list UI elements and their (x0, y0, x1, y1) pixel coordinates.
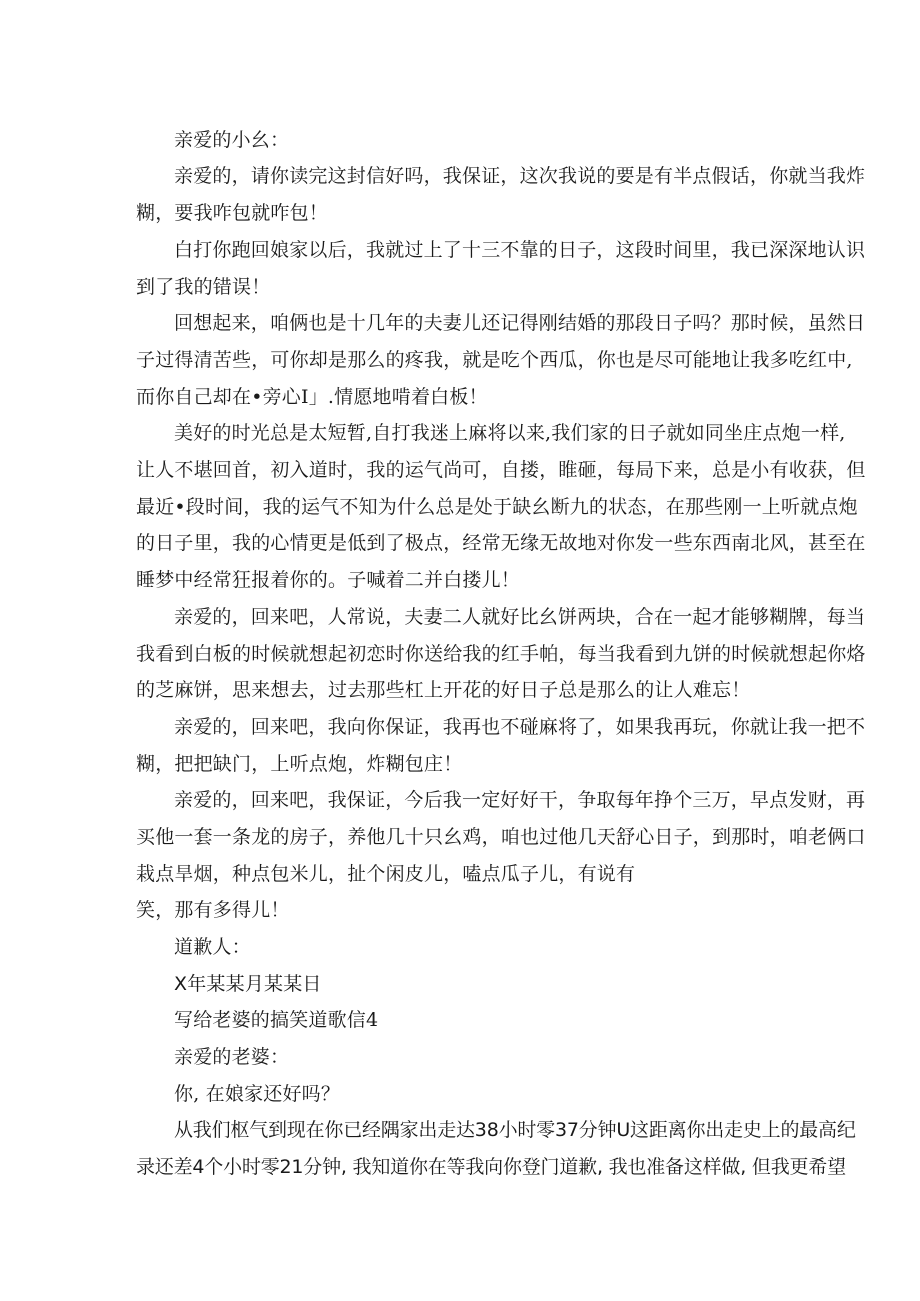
paragraph-line: 到了我的错误！ (136, 276, 271, 298)
paragraph-line: 亲爱的，回来吧，我保证，今后我一定好好干，争取每年挣个三万，早点发财，再 (174, 789, 866, 811)
paragraph-line: 回想起来，咱俩也是十几年的夫妻儿还记得刚结婚的那段日子吗？那时候，虽然日 (174, 312, 866, 334)
paragraph-line: 睡梦中经常狂报着你的。子喊着二并白搂儿！ (136, 569, 521, 591)
paragraph-line: 让人不堪回首，初入道时，我的运气尚可，自搂，睢砸，每局下来，总是小有收获，但 (136, 459, 866, 481)
paragraph-line: 亲爱的，请你读完这封信好吗，我保证，这次我说的要是有半点假话，你就当我炸 (174, 165, 866, 187)
letter-salutation: 亲爱的小幺： (174, 129, 290, 151)
letter-salutation: 亲爱的老婆： (174, 1046, 290, 1068)
paragraph-line: 糊，要我咋包就咋包！ (136, 202, 329, 224)
paragraph-line: 而你自己却在•旁心Ⅰ」.情愿地啃着白板！ (136, 386, 488, 408)
paragraph-line: 栽点旱烟，种点包米儿，扯个闲皮儿，嗑点瓜子儿，有说有 (136, 863, 636, 885)
letter-signature-label: 道歉人： (174, 936, 251, 958)
paragraph-line: 糊，把把缺门，上听点炮，炸糊包庄！ (136, 753, 463, 775)
letter-date: X年某某月某某日 (174, 973, 322, 995)
paragraph-line: 的芝麻饼，思来想去，过去那些杠上开花的好日子总是那么的让人难忘！ (136, 679, 751, 701)
paragraph-line: 子过得清苦些，可你却是那么的疼我，就是吃个西瓜，你也是尽可能地让我多吃红中, (136, 349, 853, 371)
paragraph-line: 白打你跑回娘家以后，我就过上了十三不靠的日子，这段时间里，我已深深地认识 (174, 239, 866, 261)
paragraph-line: 你, 在娘家还好吗？ (174, 1083, 341, 1105)
section-heading: 写给老婆的搞笑道歌信4 (174, 1009, 379, 1031)
paragraph-line: 笑，那有多得儿！ (136, 899, 290, 921)
paragraph-line: 最近•段时间，我的运气不知为什么总是处于缺幺断九的状态，在那些刚一上听就点炮 (136, 496, 858, 518)
paragraph-line: 录还差4个小时零21分钟, 我知道你在等我向你登门道歉, 我也准备这样做, 但我更希望 (136, 1156, 846, 1178)
paragraph-line: 从我们枢气到现在你已经隅家出走达38小时零37分钟U这距离你出走史上的最高纪 (174, 1119, 856, 1141)
paragraph-line: 我看到白板的时候就想起初恋时你送给我的红手帕，每当我看到九饼的时候就想起你烙 (136, 643, 866, 665)
paragraph-line: 亲爱的，回来吧，人常说，夫妻二人就好比幺饼两块，合在一起才能够糊牌，每当 (174, 606, 866, 628)
paragraph-line: 美好的时光总是太短暂,自打我迷上麻将以来,我们家的日子就如同坐庄点炮一样, (174, 422, 846, 444)
paragraph-line: 的日子里，我的心情更是低到了极点，经常无缘无故地对你发一些东西南北风，甚至在 (136, 532, 866, 554)
paragraph-line: 亲爱的，回来吧，我向你保证，我再也不碰麻将了，如果我再玩，你就让我一把不 (174, 716, 866, 738)
paragraph-line: 买他一套一条龙的房子，养他几十只幺鸡，咱也过他几天舒心日子，到那时，咱老俩口 (136, 826, 866, 848)
